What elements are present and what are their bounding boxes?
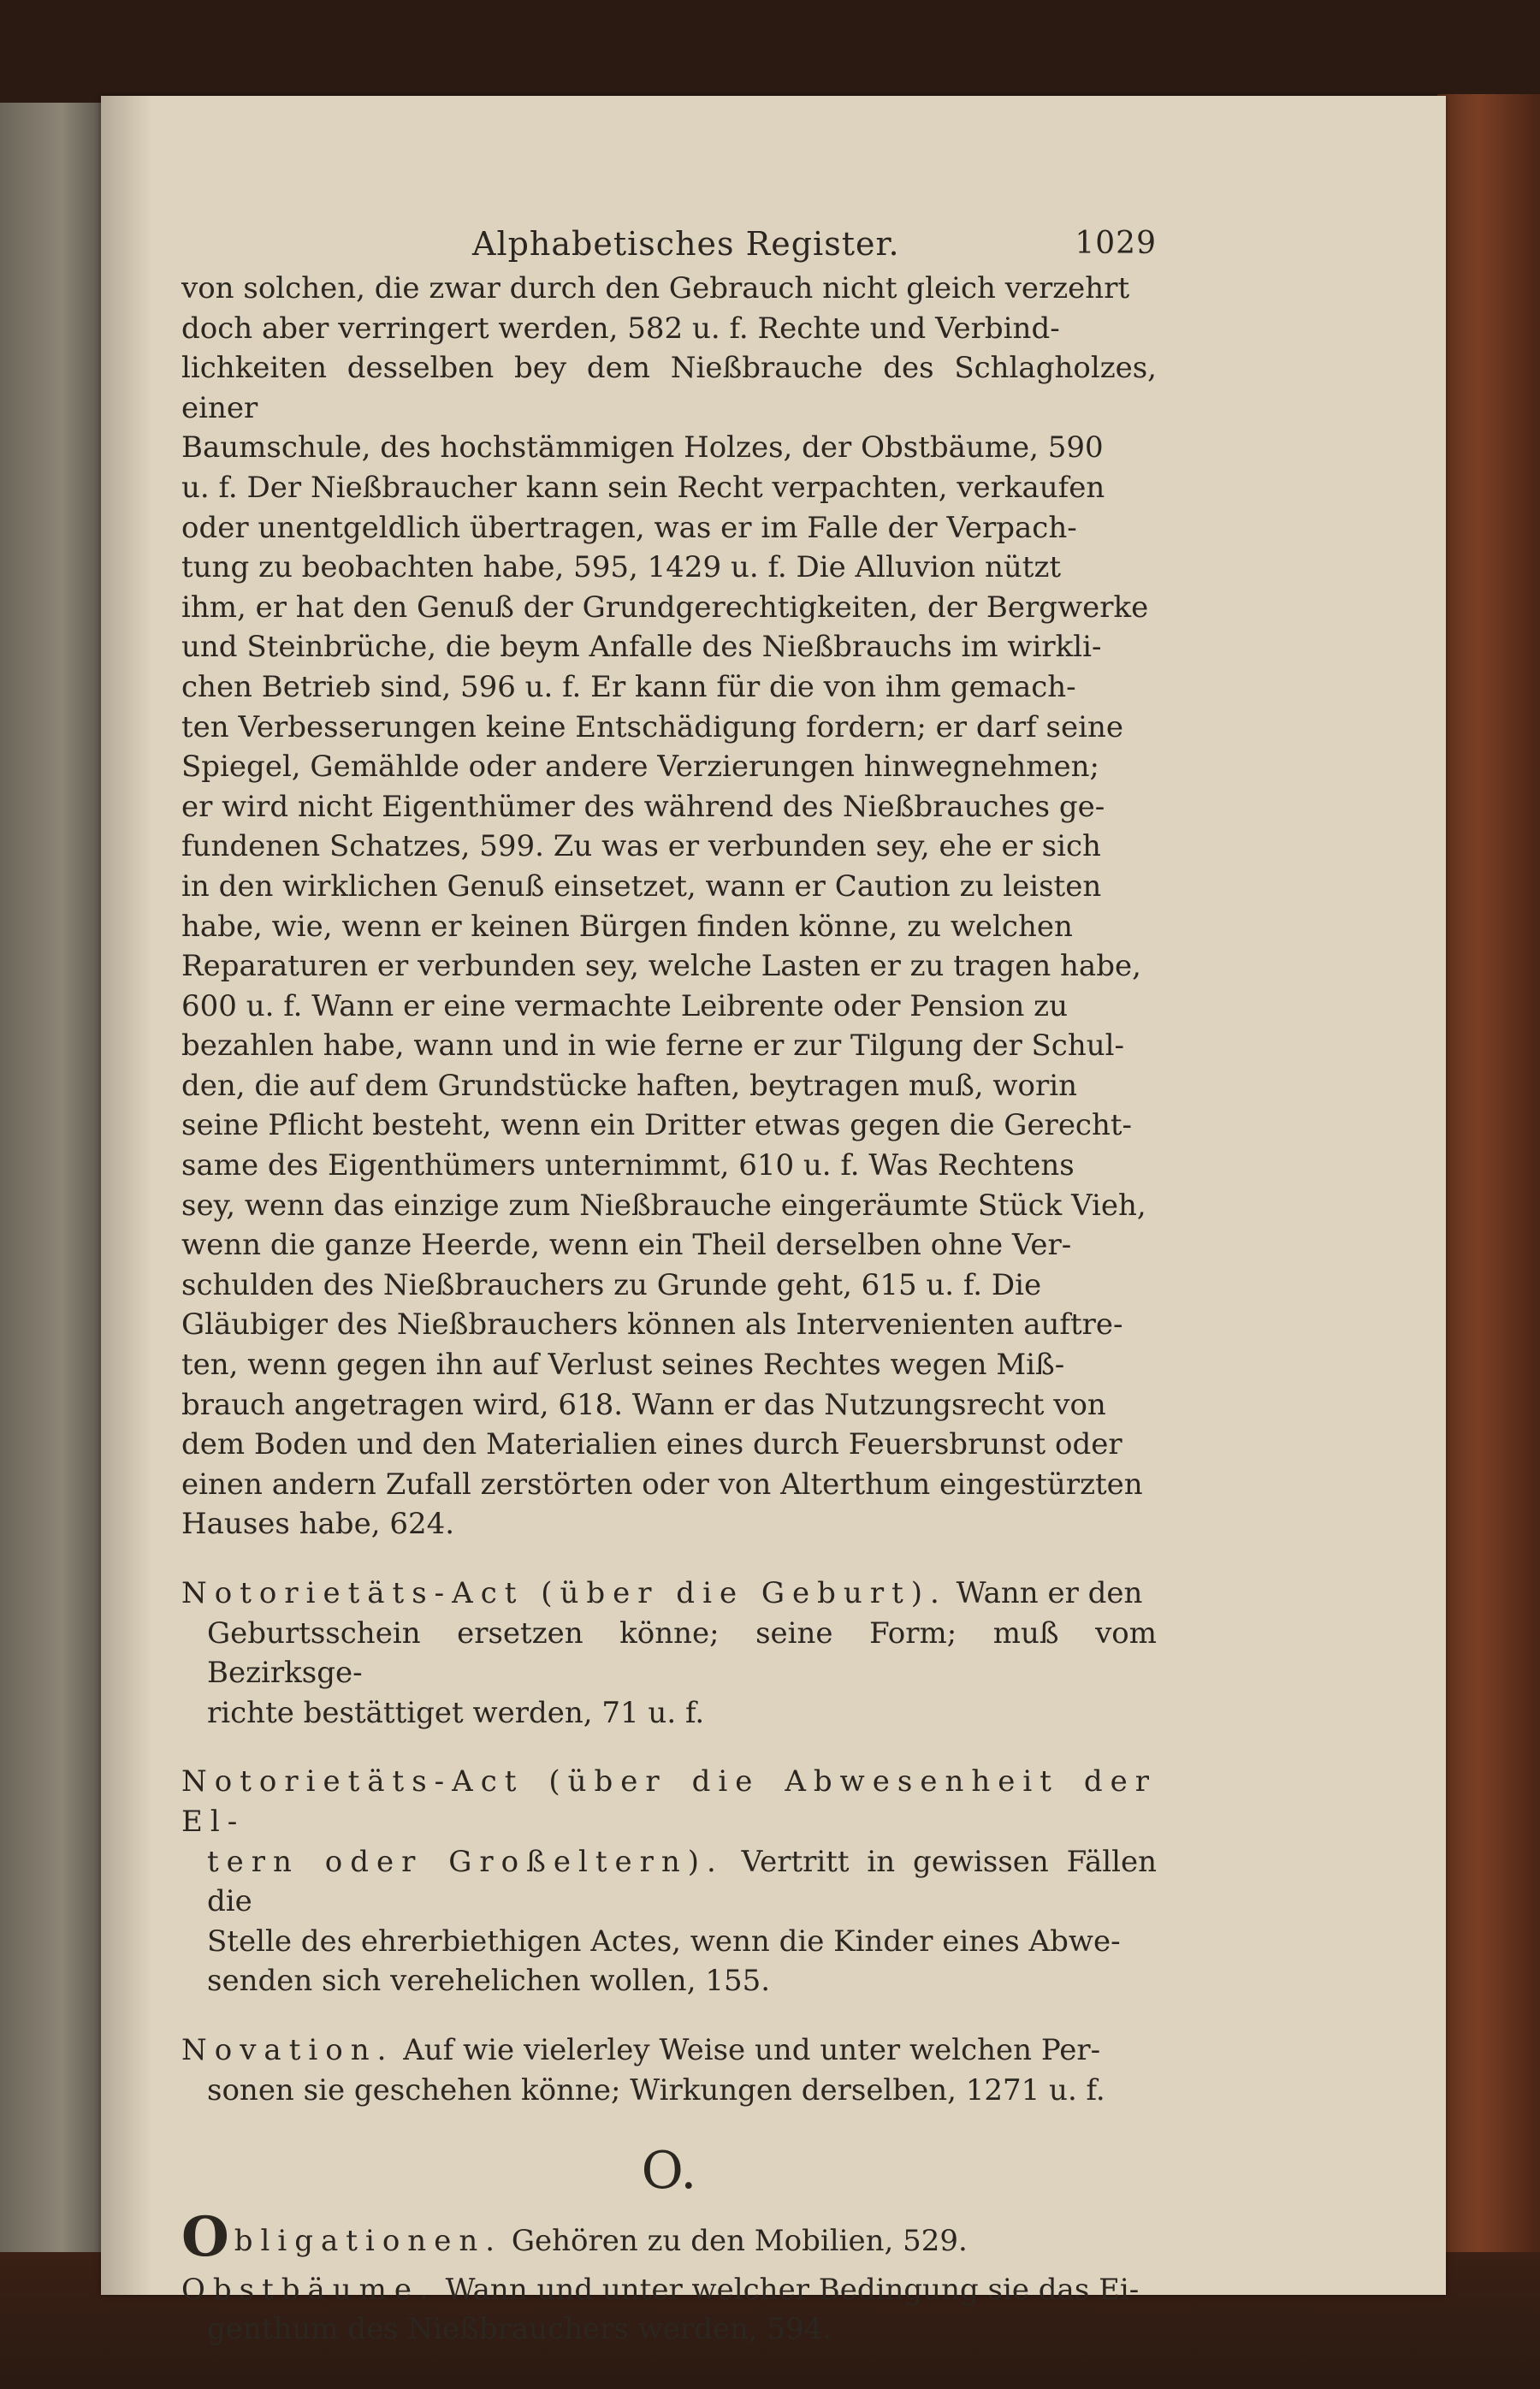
text-line: chen Betrieb sind, 596 u. f. Er kann für die von ihm gemach- — [181, 669, 1076, 704]
text-line: Spiegel, Gemählde oder andere Verzierungen hinwegnehmen; — [181, 750, 1099, 785]
text-line: Baumschule, des hochstämmigen Holzes, der Obstbäume, 590 — [181, 430, 1104, 465]
text-line: ihm, er hat den Genuß der Grundgerechtigkeiten, der Bergwerke — [181, 590, 1149, 625]
text-line: einen andern Zufall zerstörten oder von Alterthum eingestürzten — [181, 1467, 1143, 1502]
register-entry-obligationen — [181, 2205, 1157, 2270]
entry-text: Stelle des ehrerbiethigen Actes, wenn die Kinder eines Abwe- — [207, 1924, 1121, 1959]
entry-headword: Notorietäts-Act (über die Abwesenheit der El- — [181, 1764, 1157, 1839]
entry-text: Vertritt in gewissen Fällen die — [207, 1844, 1157, 1919]
entry-headword: Obstbäume. — [181, 2272, 436, 2307]
entry-text: senden sich verehelichen wollen, 155. — [207, 1964, 771, 1999]
text-line: u. f. Der Nießbraucher kann sein Recht verpachten, verkaufen — [181, 470, 1105, 505]
text-line: er wird nicht Eigenthümer des während des Nießbrauches ge- — [181, 789, 1105, 824]
entry-headword-continued: tern oder Großeltern). — [207, 1844, 724, 1879]
text-line: dem Boden und den Materialien eines durch Feuersbrunst oder — [181, 1427, 1122, 1462]
entry-text: Geburtsschein ersetzen könne; seine Form; muß vom Bezirksge- — [207, 1615, 1157, 1691]
entry-headword: Novation. — [181, 2032, 394, 2067]
text-line: sey, wenn das einzige zum Nießbrauche eingeräumte Stück Vieh, — [181, 1188, 1146, 1223]
text-line: ten, wenn gegen ihn auf Verlust seines Rechtes wegen Miß- — [181, 1348, 1065, 1383]
text-line: bezahlen habe, wann und in wie ferne er zur Tilgung der Schul- — [181, 1029, 1124, 1064]
text-line: und Steinbrüche, die beym Anfalle des Nießbrauchs im wirkli- — [181, 630, 1102, 665]
register-text — [181, 217, 1157, 2350]
text-line: lichkeiten desselben bey dem Nießbrauche des Schlagholzes, einer — [181, 351, 1157, 425]
text-line: schulden des Nießbrauchers zu Grunde geht, 615 u. f. Die — [181, 1267, 1042, 1302]
text-line: Hauses habe, 624. — [181, 1507, 455, 1542]
text-line: den, die auf dem Grundstücke haften, beytragen muß, worin — [181, 1068, 1077, 1103]
page-header — [181, 217, 1157, 269]
facing-page-edge — [0, 103, 103, 2327]
text-line: fundenen Schatzes, 599. Zu was er verbunden sey, ehe er sich — [181, 829, 1101, 864]
register-entry-notorietaets-abwesenheit — [181, 1762, 1157, 2001]
text-line: von solchen, die zwar durch den Gebrauch nicht gleich verzehrt — [181, 271, 1130, 305]
entry-headword: Notorietäts-Act (über die Geburt). — [181, 1576, 947, 1610]
book-cover-edge — [1437, 94, 1540, 2389]
text-line: tung zu beobachten habe, 595, 1429 u. f. Die Alluvion nützt — [181, 550, 1062, 585]
text-line: Gläubiger des Nießbrauchers können als Intervenienten auftre- — [181, 1307, 1123, 1343]
entry-text: Gehören zu den Mobilien, 529. — [511, 2224, 968, 2259]
register-entry-novation — [181, 2030, 1157, 2110]
dropcap-initial: O — [181, 2205, 229, 2270]
entry-text: Auf wie vielerley Weise und unter welchen Per- — [403, 2032, 1101, 2067]
text-line: habe, wie, wenn er keinen Bürgen finden könne, zu welchen — [181, 909, 1073, 944]
continuation-paragraph — [181, 269, 1157, 1544]
text-line: same des Eigenthümers unternimmt, 610 u. f. Was Rechtens — [181, 1148, 1075, 1183]
text-line: ten Verbesserungen keine Entschädigung fordern; er darf seine — [181, 709, 1123, 744]
register-entry-notorietaets-geburt — [181, 1574, 1157, 1733]
entry-headword: bligationen. — [234, 2224, 503, 2259]
entry-text: sonen sie geschehen könne; Wirkungen derselben, 1271 u. f. — [207, 2072, 1105, 2107]
text-line: seine Pflicht besteht, wenn ein Dritter etwas gegen die Gerecht- — [181, 1108, 1133, 1143]
text-line: brauch angetragen wird, 618. Wann er das Nutzungsrecht von — [181, 1387, 1106, 1422]
entry-text: Wann er den — [956, 1576, 1143, 1610]
entry-line — [181, 1842, 1157, 1922]
section-letter: O. — [641, 2141, 697, 2202]
text-line: oder unentgeldlich übertragen, was er im Falle der Verpach- — [181, 510, 1077, 545]
register-entry-obstbaeume — [181, 2270, 1157, 2350]
entry-text: genthum des Nießbrauchers werden, 594. — [207, 2312, 832, 2347]
entry-text: richte bestättiget werden, 71 u. f. — [207, 1695, 705, 1730]
page-title: Alphabetisches Register. — [472, 225, 900, 263]
text-line: doch aber verringert werden, 582 u. f. Rechte und Verbind- — [181, 311, 1060, 346]
page-number: 1029 — [1075, 226, 1157, 261]
text-line: Reparaturen er verbunden sey, welche Lasten er zu tragen habe, — [181, 949, 1141, 984]
text-line: in den wirklichen Genuß einsetzet, wann er Caution zu leisten — [181, 868, 1102, 904]
text-line: wenn die ganze Heerde, wenn ein Theil derselben ohne Ver- — [181, 1228, 1072, 1263]
text-line: 600 u. f. Wann er eine vermachte Leibrente oder Pension zu — [181, 988, 1068, 1023]
entry-text: Wann und unter welcher Bedingung sie das Ei- — [445, 2272, 1140, 2307]
